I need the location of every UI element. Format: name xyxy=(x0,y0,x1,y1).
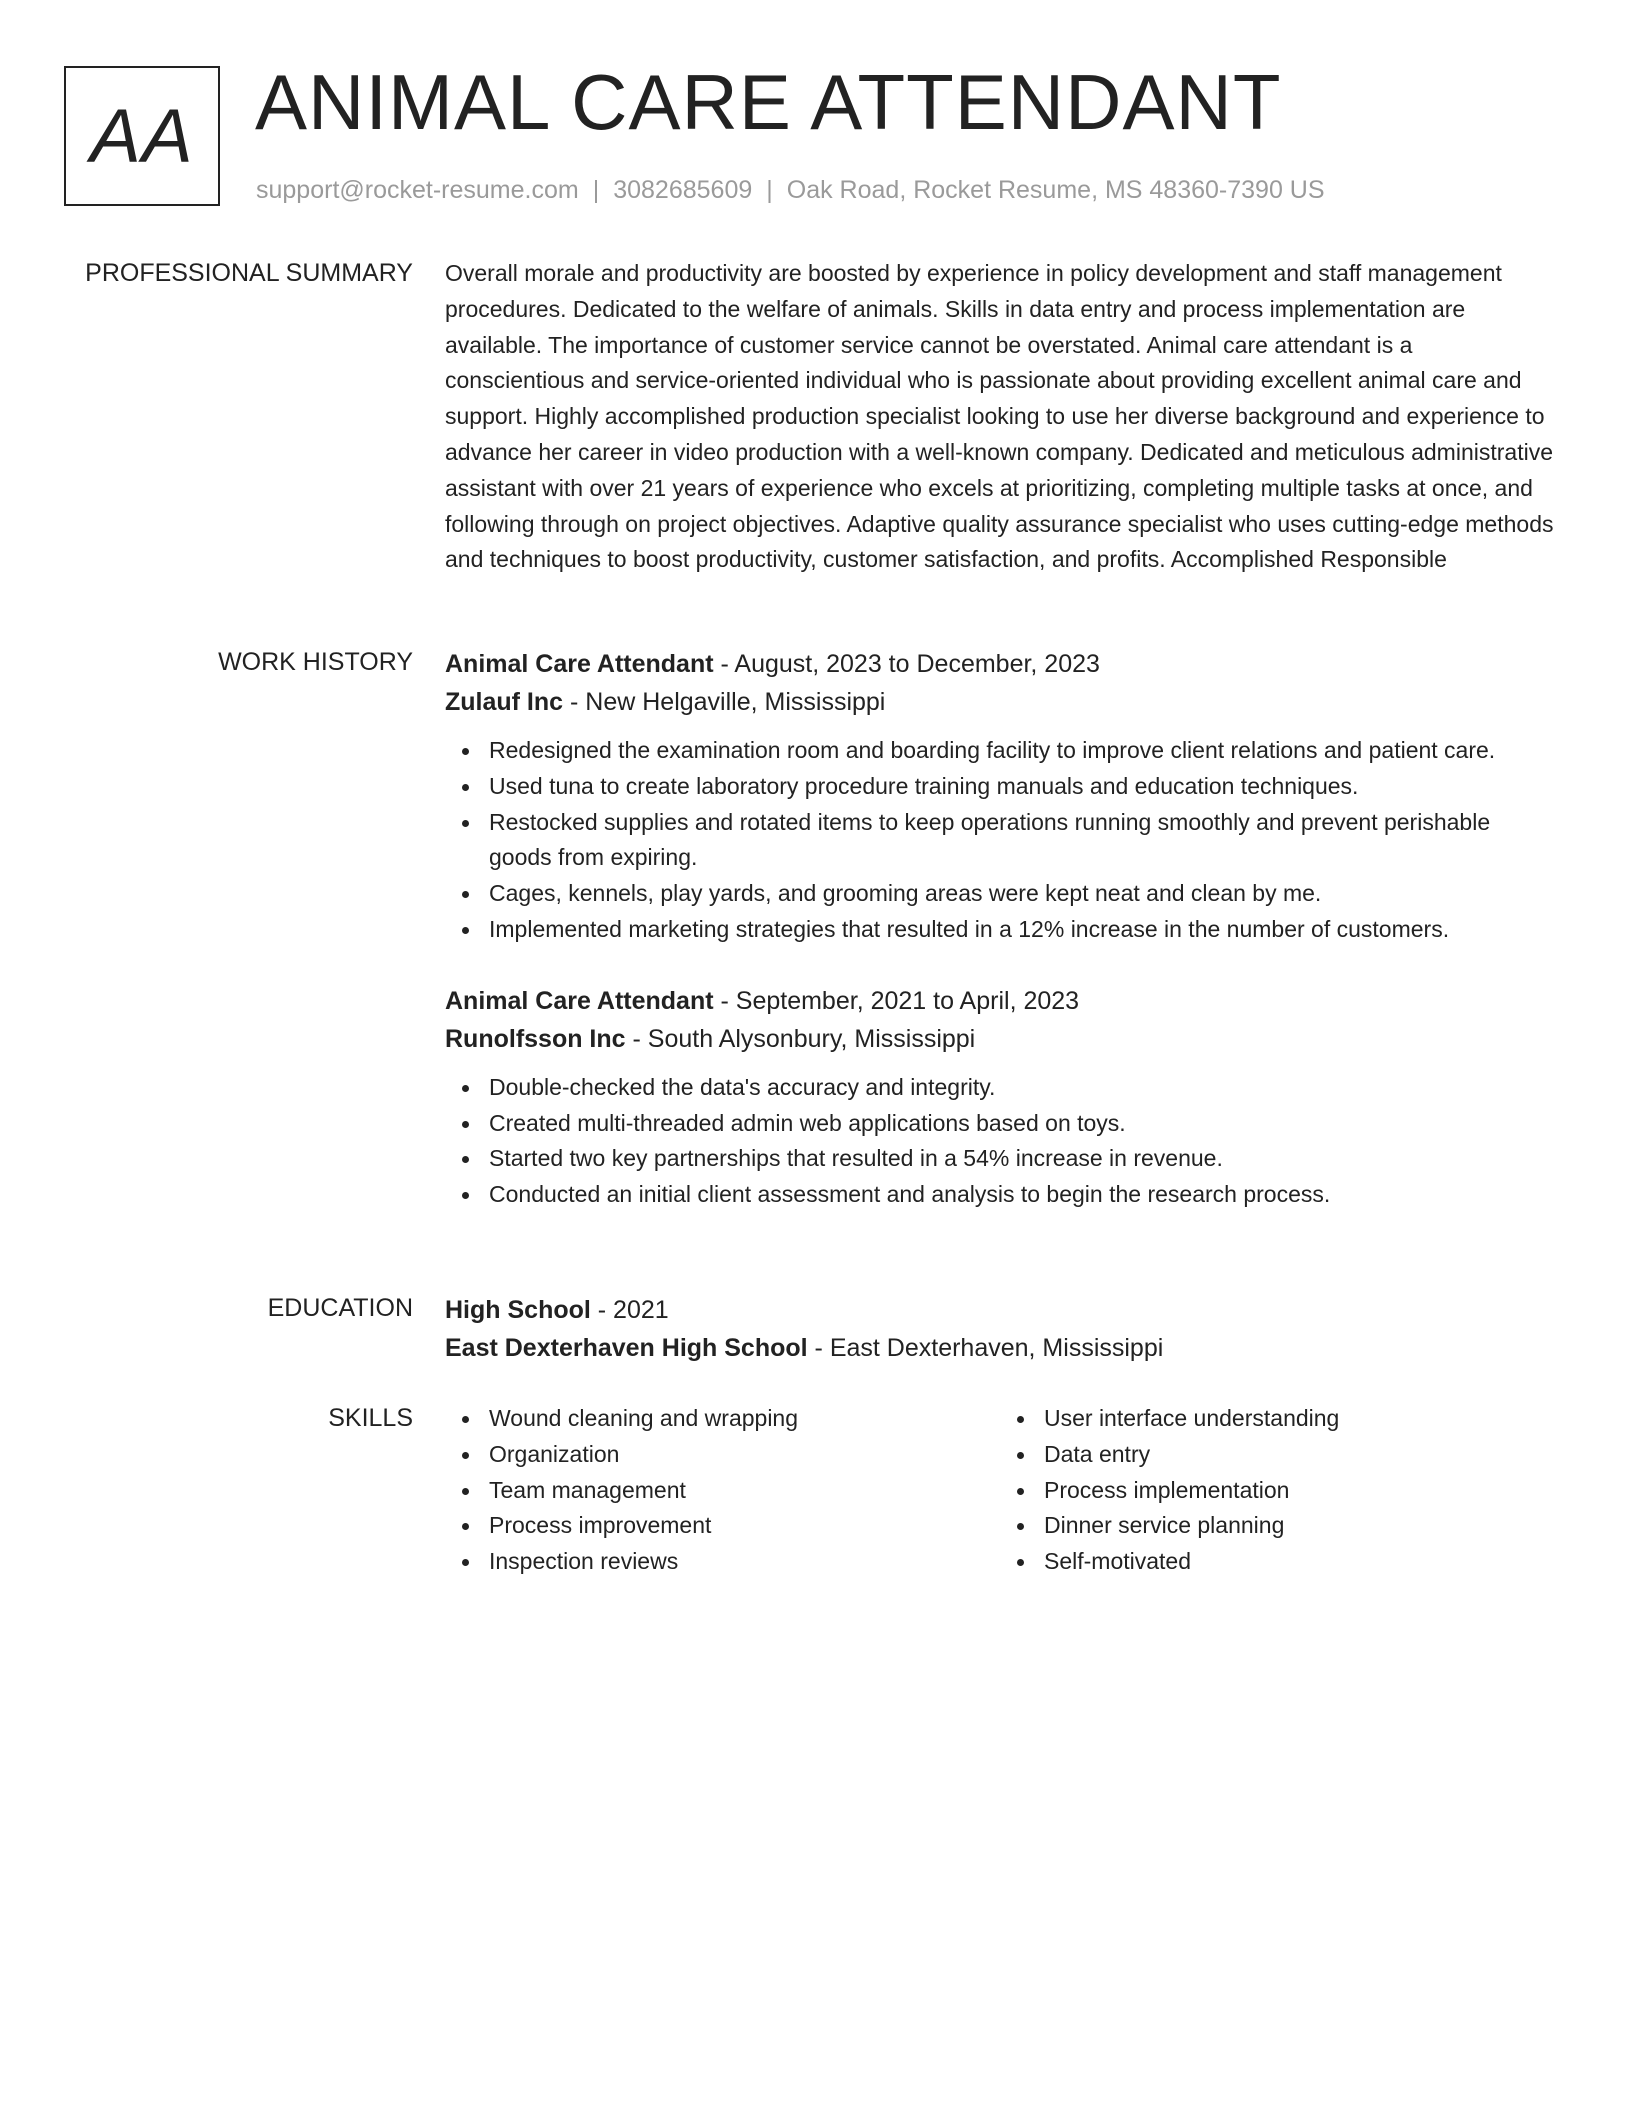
contact-separator: | xyxy=(592,176,600,204)
resume-title: ANIMAL CARE ATTENDANT xyxy=(255,58,1282,146)
summary-body xyxy=(445,256,1555,578)
skill-item: Organization xyxy=(489,1437,1000,1473)
skill-item: User interface understanding xyxy=(1044,1401,1555,1437)
skill-item: Process implementation xyxy=(1044,1473,1555,1509)
education-degree: High School xyxy=(445,1296,591,1324)
skill-item: Process improvement xyxy=(489,1508,1000,1544)
education-heading: EDUCATION xyxy=(267,1294,413,1322)
education-body xyxy=(445,1291,1555,1367)
job-bullet-list xyxy=(445,733,1555,948)
contact-phone[interactable]: 3082685609 xyxy=(613,176,753,204)
job-bullet: Implemented marketing strategies that resulted in a 12% increase in the number of customers. xyxy=(489,912,1555,948)
job-bullet: Conducted an initial client assessment and analysis to begin the research process. xyxy=(489,1177,1555,1213)
education-degree-line xyxy=(445,1291,1555,1329)
job-title: Animal Care Attendant xyxy=(445,986,714,1015)
job-company: Zulauf Inc xyxy=(445,688,564,716)
job-bullet: Cages, kennels, play yards, and grooming areas were kept neat and clean by me. xyxy=(489,876,1555,912)
skill-item: Wound cleaning and wrapping xyxy=(489,1401,1000,1437)
job-bullet: Used tuna to create laboratory procedure training manuals and education techniques. xyxy=(489,769,1555,805)
skill-item: Data entry xyxy=(1044,1437,1555,1473)
skill-item: Team management xyxy=(489,1473,1000,1509)
job-bullet: Started two key partnerships that resulted in a 54% increase in revenue. xyxy=(489,1141,1555,1177)
contact-address: Oak Road, Rocket Resume, MS 48360-7390 US xyxy=(786,176,1325,204)
education-location: - East Dexterhaven, Mississippi xyxy=(807,1334,1164,1362)
job-title-line xyxy=(445,982,1555,1020)
work-history-body xyxy=(445,645,1555,1247)
job-company-line xyxy=(445,1020,1555,1058)
education-school: East Dexterhaven High School xyxy=(445,1334,808,1362)
summary-text: Overall morale and productivity are boosted by experience in policy development and staff management procedures. Dedicated to the welfare of animals. Skills in data entry and process implementation are available. The importance of customer service cannot be overstated. Animal care attendant is a conscientious and service-oriented individual who is passionate about providing excellent animal care and support. Highly accomplished production specialist looking to use her diverse background and experience to advance her career in video production with a well-known company. Dedicated and meticulous administrative assistant with over 21 years of experience who excels at prioritizing, completing multiple tasks at once, and following through on project objectives. Adaptive quality assurance specialist who uses cutting-edge methods and techniques to boost productivity, customer satisfaction, and profits. Accomplished Responsible xyxy=(445,260,1554,573)
job-bullet: Restocked supplies and rotated items to keep operations running smoothly and prevent perishable goods from expiring. xyxy=(489,805,1555,877)
job-bullet: Created multi-threaded admin web applications based on toys. xyxy=(489,1106,1555,1142)
job-bullet-list xyxy=(445,1070,1555,1213)
job-bullet: Double-checked the data's accuracy and integrity. xyxy=(489,1070,1555,1106)
job-entry xyxy=(445,982,1555,1213)
skills-list-left xyxy=(445,1401,1000,1580)
skills-columns xyxy=(445,1401,1555,1580)
job-dates: - August, 2023 to December, 2023 xyxy=(713,650,1100,678)
skills-heading: SKILLS xyxy=(328,1404,413,1432)
monogram-initials: AA xyxy=(90,93,194,179)
skill-item: Self-motivated xyxy=(1044,1544,1555,1580)
contact-email[interactable]: support@rocket-resume.com xyxy=(256,176,579,204)
job-dates: - September, 2021 to April, 2023 xyxy=(713,986,1080,1015)
contact-line xyxy=(256,174,1325,206)
job-bullet: Redesigned the examination room and boarding facility to improve client relations and patient care. xyxy=(489,733,1555,769)
skills-body xyxy=(445,1401,1555,1580)
job-title-line xyxy=(445,645,1555,683)
monogram-logo xyxy=(64,66,220,206)
skill-item: Inspection reviews xyxy=(489,1544,1000,1580)
job-location: - South Alysonbury, Mississippi xyxy=(625,1024,976,1053)
skill-item: Dinner service planning xyxy=(1044,1508,1555,1544)
job-title: Animal Care Attendant xyxy=(445,650,714,678)
work-history-heading: WORK HISTORY xyxy=(218,648,413,676)
skills-list-right xyxy=(1000,1401,1555,1580)
job-entry xyxy=(445,645,1555,948)
job-company-line xyxy=(445,683,1555,721)
job-location: - New Helgaville, Mississippi xyxy=(563,688,886,716)
job-company: Runolfsson Inc xyxy=(445,1024,626,1053)
summary-heading: PROFESSIONAL SUMMARY xyxy=(85,259,413,287)
education-year: - 2021 xyxy=(590,1296,669,1324)
education-school-line xyxy=(445,1329,1555,1367)
contact-separator: | xyxy=(766,176,773,204)
